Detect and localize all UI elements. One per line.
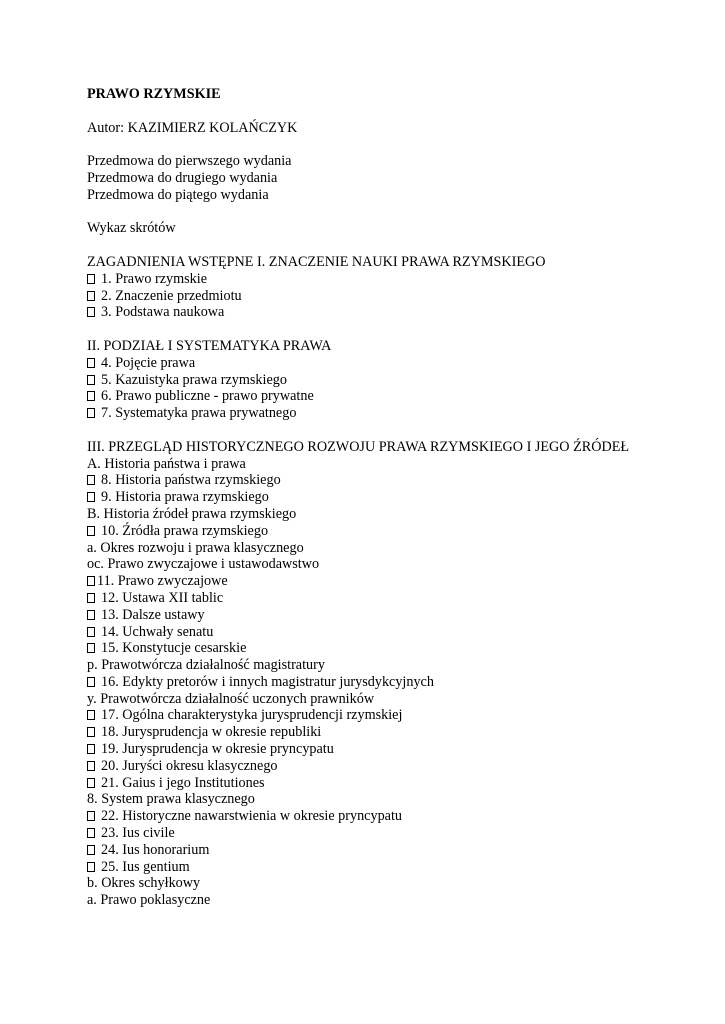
document-title: PRAWO RZYMSKIE <box>87 86 221 102</box>
toc-item <box>87 674 687 691</box>
toc-item <box>87 624 687 641</box>
abbreviations-block <box>87 220 687 237</box>
toc-item-label: p. Prawotwórcza działalność magistratury <box>87 657 325 674</box>
toc-item <box>87 590 687 607</box>
toc-item <box>87 271 687 288</box>
section-3-lines <box>87 456 687 910</box>
toc-item-label: 10. Źródła prawa rzymskiego <box>101 522 269 539</box>
toc-item-label: 7. Systematyka prawa prywatnego <box>101 405 297 422</box>
checkbox-glyph-icon <box>87 727 95 737</box>
document-page <box>87 86 687 909</box>
checkbox-glyph-icon <box>87 811 95 821</box>
toc-item <box>87 741 687 758</box>
toc-item <box>87 825 687 842</box>
checkbox-glyph-icon <box>87 475 95 485</box>
checkbox-glyph-icon <box>87 610 95 620</box>
author-line: Autor: KAZIMIERZ KOLAŃCZYK <box>87 119 298 136</box>
toc-item <box>87 288 687 305</box>
toc-item-label: 21. Gaius i jego Institutiones <box>101 774 265 791</box>
toc-subheading <box>87 456 687 473</box>
toc-item-label: 18. Jurysprudencja w okresie republiki <box>101 724 322 741</box>
toc-item-label: oc. Prawo zwyczajowe i ustawodawstwo <box>87 556 320 573</box>
checkbox-glyph-icon <box>87 492 95 502</box>
toc-item-label: a. Okres rozwoju i prawa klasycznego <box>87 539 304 556</box>
toc-item-label: 13. Dalsze ustawy <box>101 606 205 623</box>
toc-item-label: 1. Prawo rzymskie <box>101 270 207 287</box>
checkbox-glyph-icon <box>87 828 95 838</box>
checkbox-glyph-icon <box>87 576 95 586</box>
toc-item-label: 15. Konstytucje cesarskie <box>101 640 247 657</box>
checkbox-glyph-icon <box>87 291 95 301</box>
toc-item-label: 20. Juryści okresu klasycznego <box>101 757 278 774</box>
section-heading: III. PRZEGLĄD HISTORYCZNEGO ROZWOJU PRAWA RZYMSKIEGO I JEGO ŹRÓDEŁ <box>87 438 630 455</box>
checkbox-glyph-icon <box>87 778 95 788</box>
checkbox-glyph-icon <box>87 710 95 720</box>
checkbox-glyph-icon <box>87 627 95 637</box>
checkbox-glyph-icon <box>87 274 95 284</box>
checkbox-glyph-icon <box>87 761 95 771</box>
toc-subheading <box>87 875 687 892</box>
toc-item-label: 9. Historia prawa rzymskiego <box>101 489 269 506</box>
toc-item <box>87 405 687 422</box>
section-3 <box>87 439 687 909</box>
toc-item <box>87 372 687 389</box>
toc-item <box>87 523 687 540</box>
toc-item <box>87 472 687 489</box>
toc-item-label: y. Prawotwórcza działalność uczonych prawników <box>87 690 375 707</box>
toc-item <box>87 758 687 775</box>
toc-item-label: 2. Znaczenie przedmiotu <box>101 287 242 304</box>
section-1 <box>87 254 687 321</box>
checkbox-glyph-icon <box>87 391 95 401</box>
checkbox-glyph-icon <box>87 643 95 653</box>
toc-item-label: 22. Historyczne nawarstwienia w okresie pryncypatu <box>101 808 402 825</box>
toc-item-label: B. Historia źródeł prawa rzymskiego <box>87 505 297 522</box>
toc-item-label: 12. Ustawa XII tablic <box>101 589 224 606</box>
section-heading: ZAGADNIENIA WSTĘPNE I. ZNACZENIE NAUKI PRAWA RZYMSKIEGO <box>87 253 546 270</box>
toc-item-label: 16. Edykty pretorów i innych magistratur jurysdykcyjnych <box>101 673 434 690</box>
checkbox-glyph-icon <box>87 744 95 754</box>
toc-item <box>87 355 687 372</box>
toc-subheading <box>87 657 687 674</box>
toc-item-label: 6. Prawo publiczne - prawo prywatne <box>101 388 314 405</box>
toc-item-label: 14. Uchwały senatu <box>101 623 214 640</box>
toc-item <box>87 808 687 825</box>
toc-item <box>87 304 687 321</box>
toc-item <box>87 775 687 792</box>
toc-item <box>87 489 687 506</box>
toc-subheading <box>87 540 687 557</box>
checkbox-glyph-icon <box>87 526 95 536</box>
prefaces-list <box>87 153 687 203</box>
toc-item-label: 8. System prawa klasycznego <box>87 791 255 808</box>
toc-item-label: A. Historia państwa i prawa <box>87 455 246 472</box>
abbreviations-line: Wykaz skrótów <box>87 220 176 237</box>
author-block <box>87 120 687 137</box>
toc-item <box>87 388 687 405</box>
checkbox-glyph-icon <box>87 677 95 687</box>
section-2 <box>87 338 687 422</box>
toc-item <box>87 640 687 657</box>
toc-item <box>87 859 687 876</box>
toc-item <box>87 607 687 624</box>
preface-item: Przedmowa do pierwszego wydania <box>87 153 292 170</box>
checkbox-glyph-icon <box>87 408 95 418</box>
toc-item <box>87 707 687 724</box>
toc-item-label: 3. Podstawa naukowa <box>101 304 225 321</box>
toc-item-label: 4. Pojęcie prawa <box>101 354 196 371</box>
checkbox-glyph-icon <box>87 307 95 317</box>
toc-subheading <box>87 691 687 708</box>
toc-item-label: 25. Ius gentium <box>101 858 190 875</box>
checkbox-glyph-icon <box>87 358 95 368</box>
toc-item-label: 19. Jurysprudencja w okresie pryncypatu <box>101 741 334 758</box>
preface-item: Przedmowa do piątego wydania <box>87 186 269 203</box>
toc-item-label: 5. Kazuistyka prawa rzymskiego <box>101 371 287 388</box>
toc-item-label: 17. Ogólna charakterystyka jurysprudencji rzymskiej <box>101 707 403 724</box>
checkbox-glyph-icon <box>87 845 95 855</box>
checkbox-glyph-icon <box>87 375 95 385</box>
toc-item <box>87 724 687 741</box>
toc-item <box>87 573 687 590</box>
toc-item <box>87 842 687 859</box>
checkbox-glyph-icon <box>87 593 95 603</box>
toc-subheading <box>87 892 687 909</box>
toc-item-label: 24. Ius honorarium <box>101 841 210 858</box>
toc-subheading <box>87 506 687 523</box>
toc-item-label: a. Prawo poklasyczne <box>87 892 211 909</box>
toc-item-label: 11. Prawo zwyczajowe <box>97 573 228 590</box>
toc-subheading <box>87 556 687 573</box>
section-heading: II. PODZIAŁ I SYSTEMATYKA PRAWA <box>87 337 332 354</box>
toc-item-label: b. Okres schyłkowy <box>87 875 201 892</box>
preface-item: Przedmowa do drugiego wydania <box>87 169 278 186</box>
toc-item-label: 8. Historia państwa rzymskiego <box>101 472 281 489</box>
toc-item-label: 23. Ius civile <box>101 825 175 842</box>
checkbox-glyph-icon <box>87 862 95 872</box>
toc-subheading <box>87 791 687 808</box>
